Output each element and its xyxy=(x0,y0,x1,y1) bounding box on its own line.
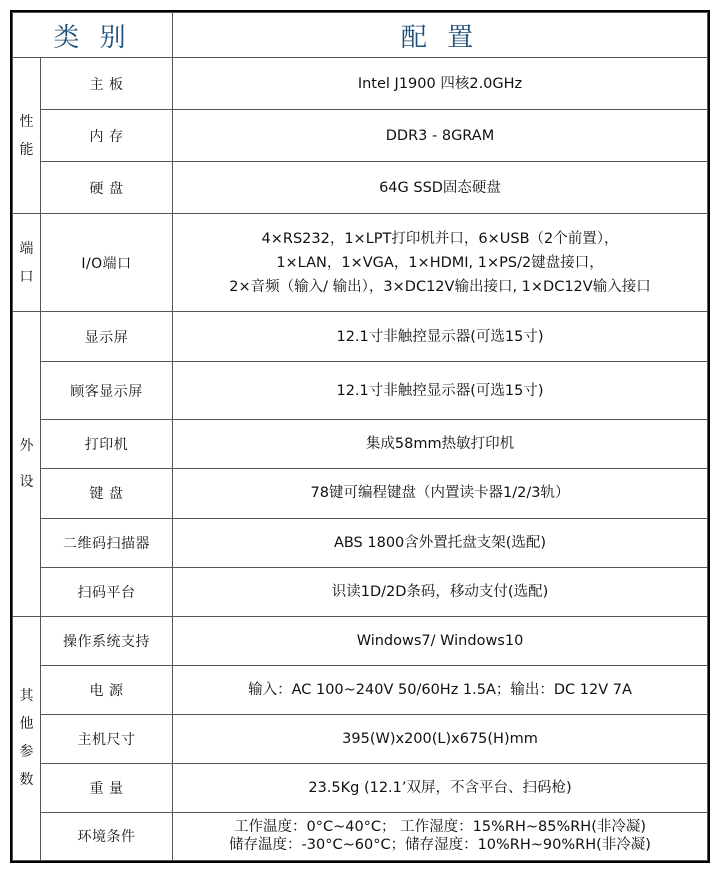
config-header: 配 置 xyxy=(173,13,708,58)
table-row xyxy=(13,714,708,763)
row-value-power: 输入：AC 100~240V 50/60Hz 1.5A；输出：DC 12V 7A xyxy=(173,665,708,714)
row-label-printer: 打印机 xyxy=(41,420,173,469)
row-label-mainboard: 主 板 xyxy=(41,58,173,110)
row-value-customer-display: 12.1寸非触控显示器(可选15寸) xyxy=(173,362,708,420)
header-row xyxy=(13,13,708,58)
environment-line: 储存温度：-30°C~60°C；储存湿度：10%RH~90%RH(非冷凝) xyxy=(229,837,651,854)
table-row xyxy=(13,469,708,518)
table-row xyxy=(13,665,708,714)
row-value-display: 12.1寸非触控显示器(可选15寸) xyxy=(173,312,708,362)
row-value-keyboard: 78键可编程键盘（内置读卡器1/2/3轨） xyxy=(173,469,708,518)
table-row xyxy=(13,58,708,110)
table-row xyxy=(13,763,708,812)
group-performance xyxy=(13,58,41,214)
row-value-size: 395(W)x200(L)x675(H)mm xyxy=(173,714,708,763)
spec-sheet xyxy=(10,10,710,863)
row-label-environment: 环境条件 xyxy=(41,812,173,860)
io-line: 1×LAN，1×VGA，1×HDMI, 1×PS/2键盘接口， xyxy=(276,254,604,271)
row-label-io: I/O端口 xyxy=(41,214,173,312)
row-label-qr-scanner: 二维码扫描器 xyxy=(41,518,173,567)
category-header: 类 别 xyxy=(13,13,173,58)
row-value-qr-scanner: ABS 1800含外置托盘支架(选配) xyxy=(173,518,708,567)
table-row xyxy=(13,162,708,214)
row-label-size: 主机尺寸 xyxy=(41,714,173,763)
row-value-environment xyxy=(173,812,708,860)
table-row xyxy=(13,312,708,362)
row-value-io xyxy=(173,214,708,312)
row-label-disk: 硬 盘 xyxy=(41,162,173,214)
row-value-scan-platform: 识读1D/2D条码，移动支付(选配) xyxy=(173,567,708,616)
group-label: 外 设 xyxy=(19,437,34,490)
table-row xyxy=(13,616,708,665)
table-row xyxy=(13,110,708,162)
group-other xyxy=(13,616,41,860)
io-line: 4×RS232，1×LPT打印机并口，6×USB（2个前置）， xyxy=(261,230,619,247)
row-label-customer-display: 顾客显示屏 xyxy=(41,362,173,420)
table-row xyxy=(13,518,708,567)
row-label-keyboard: 键 盘 xyxy=(41,469,173,518)
group-ports xyxy=(13,214,41,312)
table-row xyxy=(13,214,708,312)
table-row xyxy=(13,362,708,420)
table-row xyxy=(13,812,708,860)
row-label-scan-platform: 扫码平台 xyxy=(41,567,173,616)
io-line: 2×音频（输入/ 输出），3×DC12V输出接口, 1×DC12V输入接口 xyxy=(229,278,651,295)
row-value-disk: 64G SSD固态硬盘 xyxy=(173,162,708,214)
row-label-display: 显示屏 xyxy=(41,312,173,362)
spec-table xyxy=(12,12,708,861)
row-value-weight: 23.5Kg (12.1’双屏，不含平台、扫码枪) xyxy=(173,763,708,812)
row-value-printer: 集成58mm热敏打印机 xyxy=(173,420,708,469)
row-value-mainboard: Intel J1900 四核2.0GHz xyxy=(173,58,708,110)
row-value-memory: DDR3 - 8GRAM xyxy=(173,110,708,162)
group-label: 端 口 xyxy=(19,240,34,285)
row-label-memory: 内 存 xyxy=(41,110,173,162)
environment-line: 工作温度：0°C~40°C； 工作湿度：15%RH~85%RH(非冷凝) xyxy=(233,819,647,836)
table-row xyxy=(13,420,708,469)
row-label-power: 电 源 xyxy=(41,665,173,714)
table-row xyxy=(13,567,708,616)
group-label: 其 他 参 数 xyxy=(19,688,34,789)
row-label-os: 操作系统支持 xyxy=(41,616,173,665)
row-value-os: Windows7/ Windows10 xyxy=(173,616,708,665)
group-label: 性 能 xyxy=(19,113,34,158)
row-label-weight: 重 量 xyxy=(41,763,173,812)
group-peripherals xyxy=(13,312,41,616)
